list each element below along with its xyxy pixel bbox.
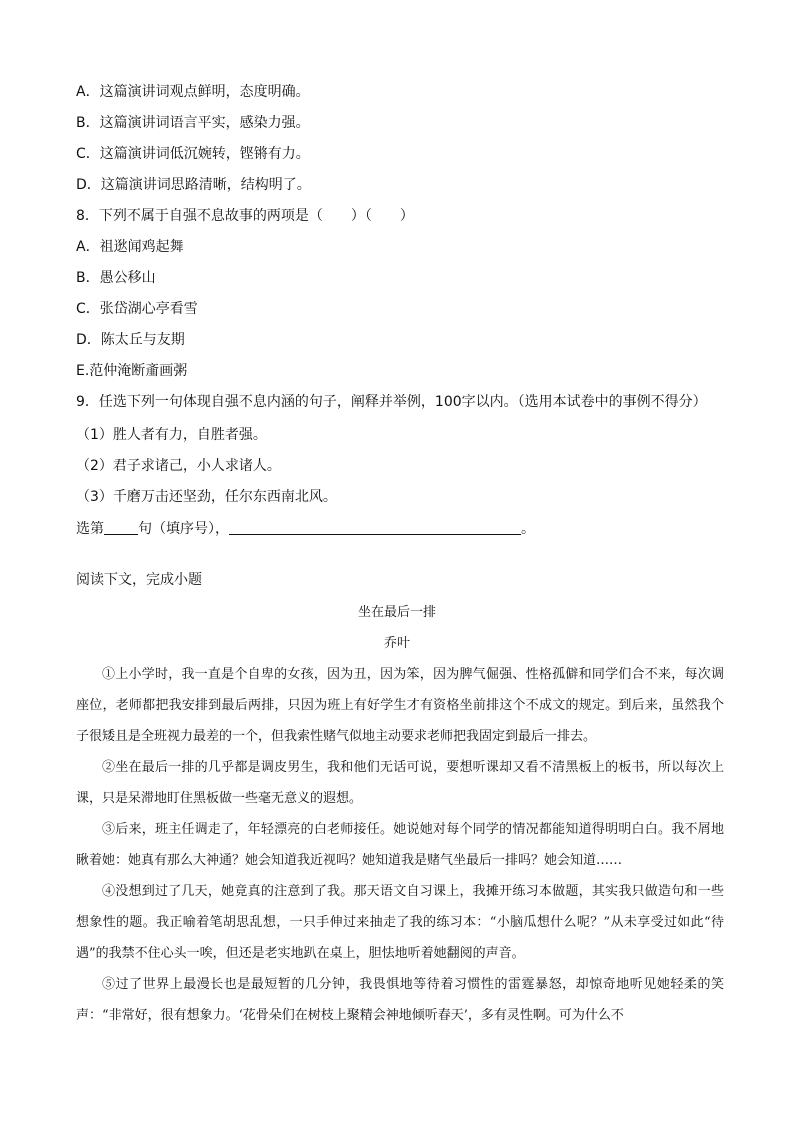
answer-mid: 句（填序号），: [138, 521, 229, 537]
q9-item-1: （1）胜人者有力，自胜者强。: [76, 427, 267, 443]
q8-question: 8．下列不属于自强不息故事的两项是（ ）（ ）: [76, 208, 414, 224]
q9-item-3: （3）千磨万击还坚劲，任尔东西南北风。: [76, 489, 337, 505]
paragraph: ④没想到过了几天，她竟真的注意到了我。那天语文自习课上，我摊开练习本做题，其实我只做造句和一些想象性的题。我正喻着笔胡思乱想，一只手伸过来抽走了我的练习本：“小脑瓜想什么呢？”从未享受过如此“待遇”的我禁不住心头一唉，但还是老实地趴在桌上，胆怯地听着她翻阅的声音。: [76, 884, 724, 961]
reading-author: 乔叶: [383, 636, 410, 651]
q7-option-a: A．这篇演讲词观点鲜明，态度明确。: [76, 84, 310, 100]
q8-option-a: A．祖逖闻鸡起舞: [76, 239, 184, 255]
q7-option-d: D．这篇演讲词思路清晰，结构明了。: [76, 177, 311, 193]
paragraph: ②坐在最后一排的几乎都是调皮男生，我和他们无话可说，要想听课却又看不清黑板上的板书，所以每次上课，只是呆滞地盯住黑板做一些毫无意义的遐想。: [76, 760, 724, 806]
q7-option-c: C．这篇演讲词低沉婉转，铿锵有力。: [76, 146, 310, 162]
reading-instruction: 阅读下文，完成小题: [76, 572, 202, 588]
reading-body: [76, 659, 724, 1031]
q8-option-c: C．张岱湖心亭看雪: [76, 301, 198, 317]
q8-option-e: E.范仲淹断齑画粥: [76, 363, 188, 379]
q9-question: 9．任选下列一句体现自强不息内涵的句子，阐释并举例，100字以内。（选用本试卷中的事例不得分）: [76, 394, 707, 410]
q8-option-b: B．愚公移山: [76, 270, 156, 286]
reading-title: 坐在最后一排: [357, 605, 436, 620]
q7-option-b: B．这篇演讲词语言平实，感染力强。: [76, 115, 310, 131]
paragraph: ⑤过了世界上最漫长也是最短暂的几分钟，我畏惧地等待着习惯性的雷霆暴怒，却惊奇地听见她轻柔的笑声：“非常好，很有想象力。‘花骨朵们在树枝上聚精会神地倾听春天’，多有灵性啊。可为什么不: [76, 977, 724, 1023]
q9-answer-line: [76, 519, 535, 539]
sentence-number-blank[interactable]: [104, 520, 138, 535]
q8-option-d: D．陈太丘与友期: [76, 332, 185, 348]
paragraph: ③后来，班主任调走了，年轻漂亮的白老师接任。她说她对每个同学的情况都能知道得明明白白。我不屑地瞅着她：她真有那么大神通？她会知道我近视吗？她知道我是赌气坐最后一排吗？她会知道……: [76, 822, 724, 868]
q9-item-2: （2）君子求诸己，小人求诸人。: [76, 458, 281, 474]
answer-end: 。: [521, 521, 535, 537]
answer-blank[interactable]: [229, 520, 521, 535]
paragraph: ①上小学时，我一直是个自卑的女孩，因为丑，因为笨，因为脾气倔强、性格孤僻和同学们合不来，每次调座位，老师都把我安排到最后两排，只因为班上有好学生才有资格坐前排这个不成文的规定。到后来，虽然我个子很矮且是全班视力最差的一个，但我索性赌气似地主动要求老师把我固定到最后一排去。: [76, 667, 724, 744]
answer-prefix: 选第: [76, 521, 104, 537]
